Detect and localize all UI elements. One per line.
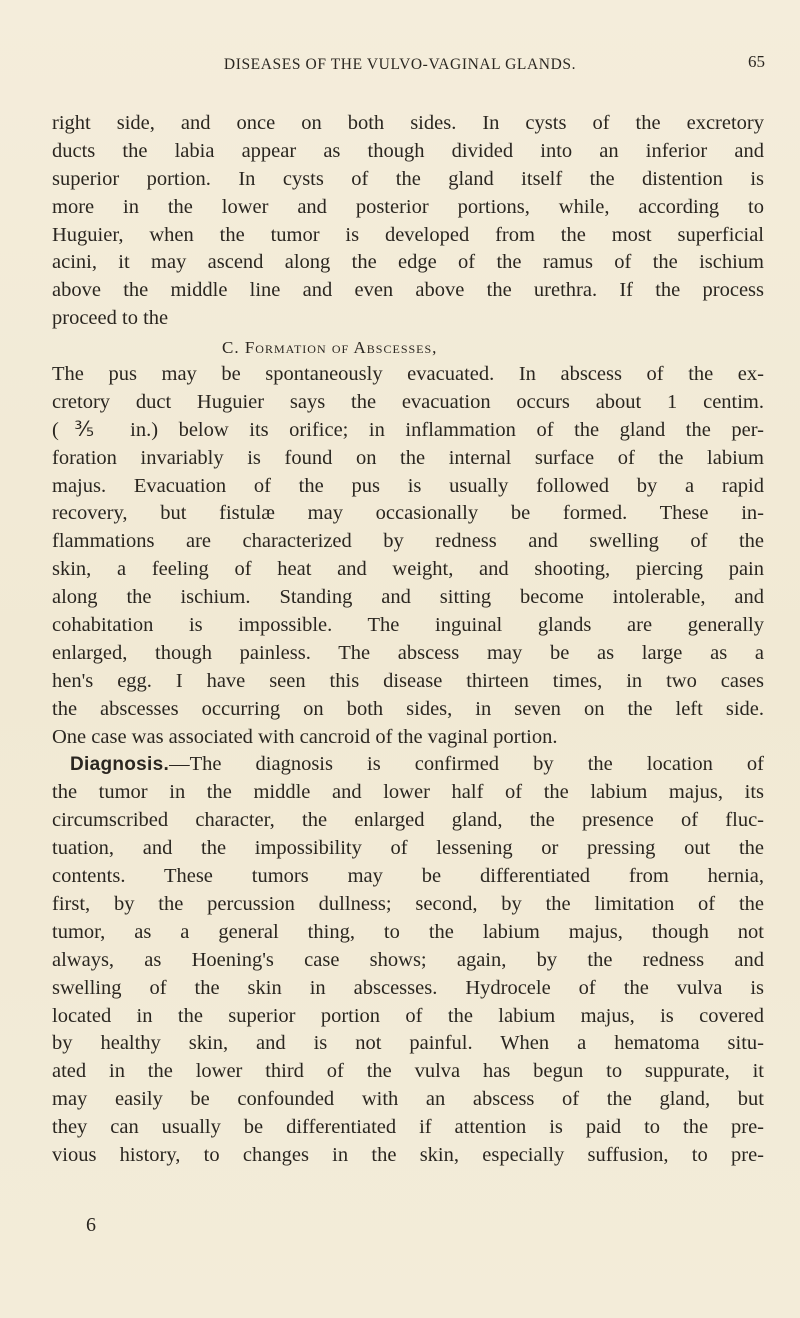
- text-line: hen's egg. I have seen this disease thirteen times, in two cases: [52, 669, 764, 692]
- diagnosis-line: [52, 751, 764, 779]
- diagnosis-line-rest: —The diagnosis is confirmed by the location of: [169, 753, 764, 776]
- text-line: majus. Evacuation of the pus is usually followed by a rapid: [52, 474, 764, 497]
- text-line: above the middle line and even above the urethra. If the process: [52, 279, 764, 302]
- text-line: skin, a feeling of heat and weight, and shooting, piercing pain: [52, 558, 764, 581]
- text-line: along the ischium. Standing and sitting become intolerable, and: [52, 586, 764, 609]
- text-line: Huguier, when the tumor is developed from the most superficial: [52, 223, 764, 246]
- text-line: ducts the labia appear as though divided into an inferior and: [52, 139, 764, 162]
- text-line: foration invariably is found on the internal surface of the labium: [52, 446, 764, 469]
- text-line: tumor, as a general thing, to the labium majus, though not: [52, 920, 764, 943]
- text-line: recovery, but fistulæ may occasionally be formed. These in-: [52, 502, 764, 525]
- text-line: acini, it may ascend along the edge of the ramus of the ischium: [52, 251, 764, 274]
- text-line: tuation, and the impossibility of lessening or pressing out the: [52, 837, 764, 860]
- text-line: cohabitation is impossible. The inguinal glands are generally: [52, 614, 764, 637]
- text-line: located in the superior portion of the labium majus, is covered: [52, 1004, 764, 1027]
- text-line: flammations are characterized by redness and swelling of the: [52, 530, 764, 553]
- text-line: superior portion. In cysts of the gland itself the distention is: [52, 167, 764, 190]
- text-line: cretory duct Huguier says the evacuation occurs about 1 centim.: [52, 390, 764, 413]
- text-line: vious history, to changes in the skin, especially suffusion, to pre-: [52, 1143, 764, 1166]
- text-line: right side, and once on both sides. In cysts of the excretory: [52, 112, 764, 134]
- text-line: circumscribed character, the enlarged gland, the presence of fluc-: [52, 809, 764, 832]
- text-line: the tumor in the middle and lower half of the labium majus, its: [52, 781, 764, 804]
- text-line: by healthy skin, and is not painful. When a hematoma situ-: [52, 1032, 764, 1055]
- text-line: more in the lower and posterior portions, while, according to: [52, 195, 764, 218]
- text-line: The pus may be spontaneously evacuated. In abscess of the ex-: [52, 363, 764, 386]
- text-line: always, as Hoening's case shows; again, by the redness and: [52, 948, 764, 971]
- page-number: 65: [748, 52, 765, 71]
- signature-mark: 6: [86, 1214, 96, 1236]
- text-line: may easily be confounded with an abscess of the gland, but: [52, 1088, 764, 1111]
- diagnosis-heading: Diagnosis.: [70, 754, 170, 776]
- text-line: swelling of the skin in abscesses. Hydrocele of the vulva is: [52, 976, 764, 999]
- text-line: ated in the lower third of the vulva has begun to suppurate, it: [52, 1060, 764, 1083]
- section-heading: C. Formation of Abscesses,: [222, 338, 438, 358]
- text-line: contents. These tumors may be differentiated from hernia,: [52, 865, 764, 888]
- text-line: (⅗ in.) below its orifice; in inflammation of the gland the per-: [52, 418, 764, 441]
- text-line: One case was associated with cancroid of the vaginal portion.: [52, 725, 558, 748]
- running-head: DISEASES OF THE VULVO-VAGINAL GLANDS.: [223, 56, 577, 73]
- text-line: first, by the percussion dullness; second, by the limitation of the: [52, 892, 764, 915]
- body-text: [52, 110, 764, 1170]
- text-line: enlarged, though painless. The abscess may be as large as a: [52, 641, 764, 664]
- text-line: they can usually be differentiated if attention is paid to the pre-: [52, 1116, 764, 1139]
- text-line: proceed to the: [52, 307, 169, 330]
- text-line: the abscesses occurring on both sides, in seven on the left side.: [52, 697, 764, 720]
